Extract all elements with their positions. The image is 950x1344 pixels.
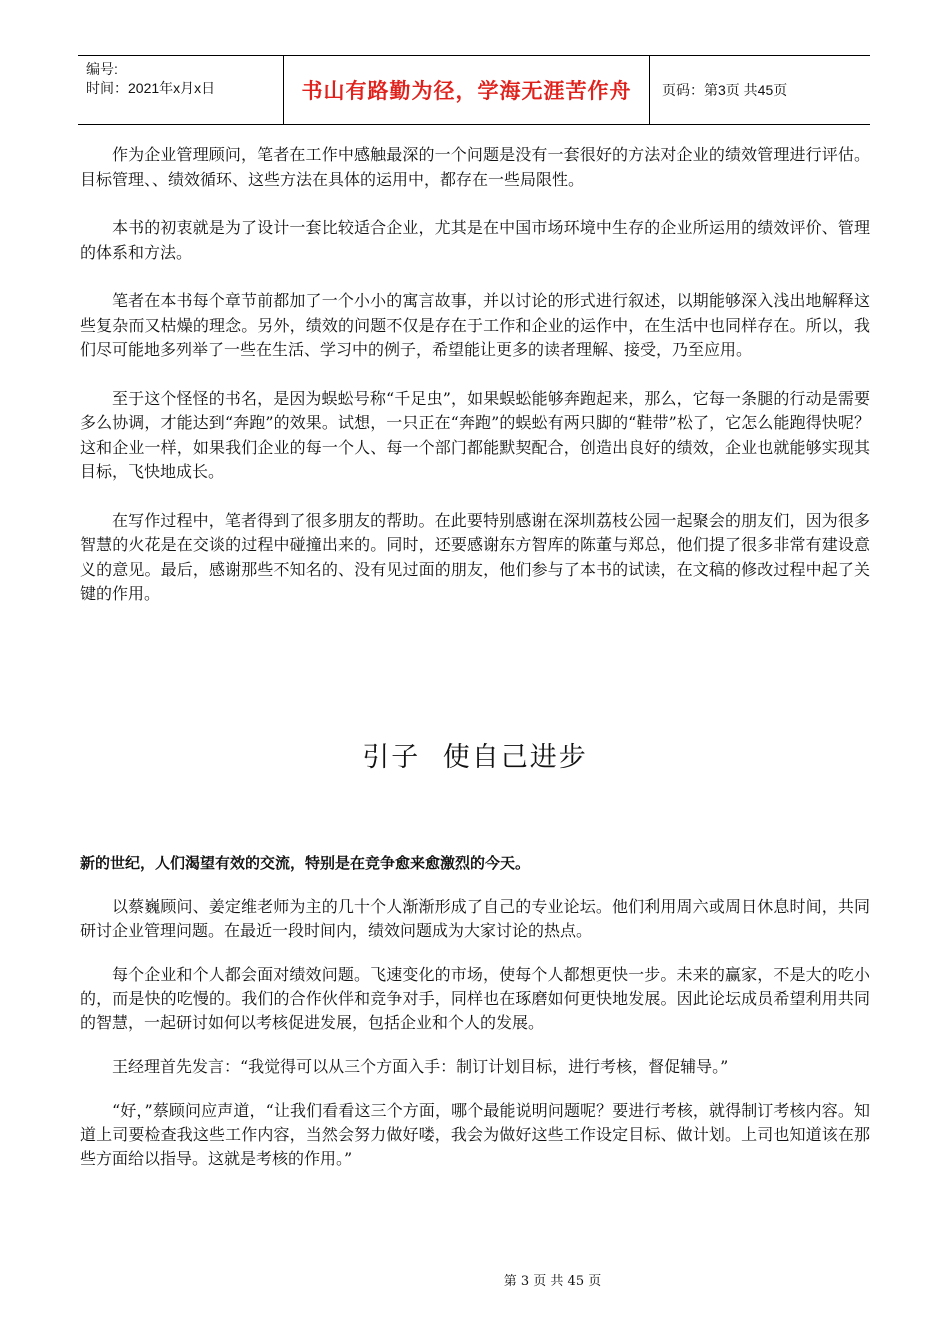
chapter-body xyxy=(80,851,870,1191)
preface-paragraph: 至于这个怪怪的书名，是因为蜈蚣号称“千足虫”，如果蜈蚣能够奔跑起来，那么，它每一条腿的行动是需要多么协调，才能达到“奔跑”的效果。试想，一只正在“奔跑”的蜈蚣有两只脚的“鞋带”松了，它怎么能跑得快呢？这和企业一样，如果我们企业的每一个人、每一个部门都能默契配合，创造出良好的绩效，企业也就能够实现其目标，飞快地成长。 xyxy=(80,388,870,481)
document-time: 时间：2021年x月x日 xyxy=(86,80,216,96)
preface-paragraph: 笔者在本书每个章节前都加了一个小小的寓言故事，并以讨论的形式进行叙述，以期能够深入浅出地解释这些复杂而又枯燥的理念。另外，绩效的问题不仅是存在于工作和企业的运作中，在生活中也同样存在。所以，我们尽可能地多列举了一些在生活、学习中的例子，希望能让更多的读者理解、接受，乃至应用。 xyxy=(80,291,870,359)
body-paragraph: “好，”蔡顾问应声道，“让我们看看这三个方面，哪个最能说明问题呢？要进行考核，就得制订考核内容。知道上司要检查我这些工作内容，当然会努力做好喽，我会为做好这些工作设定目标、做计划。上司也知道该在那些方面给以指导。这就是考核的作用。” xyxy=(80,1101,870,1168)
header-motto-cell xyxy=(283,56,650,124)
body-paragraph: 王经理首先发言：“我觉得可以从三个方面入手：制订计划目标，进行考核，督促辅导。” xyxy=(112,1057,729,1076)
header-motto: 书山有路勤为径，学海无涯苦作舟 xyxy=(301,79,632,103)
chapter-title: 引子 使自己进步 xyxy=(362,742,588,773)
body-paragraph: 每个企业和个人都会面对绩效问题。飞速变化的市场，使每个人都想更快一步。未来的赢家，不是大的吃小的，而是快的吃慢的。我们的合作伙伴和竞争对手，同样也在琢磨如何更快地发展。因此论坛成员希望利用共同的智慧，一起研讨如何以考核促进发展，包括企业和个人的发展。 xyxy=(80,965,870,1032)
header-page-code: 页码：第3页 共45页 xyxy=(662,82,788,98)
page-header xyxy=(78,55,870,125)
page-footer: 第 3 页 共 45 页 xyxy=(503,1274,602,1289)
header-meta xyxy=(78,56,283,124)
preface-paragraph: 本书的初衷就是为了设计一套比较适合企业，尤其是在中国市场环境中生存的企业所运用的绩效评价、管理的体系和方法。 xyxy=(80,218,870,262)
document-number-label: 编号: xyxy=(86,61,118,77)
lead-sentence: 新的世纪，人们渴望有效的交流，特别是在竞争愈来愈激烈的今天。 xyxy=(80,854,531,872)
preface-section xyxy=(80,143,870,631)
preface-paragraph: 在写作过程中，笔者得到了很多朋友的帮助。在此要特别感谢在深圳荔枝公园一起聚会的朋友们，因为很多智慧的火花是在交谈的过程中碰撞出来的。同时，还要感谢东方智库的陈董与郑总，他们提了很多非常有建设意义的意见。最后，感谢那些不知名的、没有见过面的朋友，他们参与了本书的试读，在文稿的修改过程中起了关键的作用。 xyxy=(80,510,870,603)
preface-paragraph: 作为企业管理顾问，笔者在工作中感触最深的一个问题是没有一套很好的方法对企业的绩效管理进行评估。目标管理、、绩效循环、这些方法在具体的运用中，都存在一些局限性。 xyxy=(80,145,870,189)
body-paragraph: 以蔡巍顾问、姜定维老师为主的几十个人渐渐形成了自己的专业论坛。他们利用周六或周日休息时间，共同研讨企业管理问题。在最近一段时间内，绩效问题成为大家讨论的热点。 xyxy=(80,897,870,940)
